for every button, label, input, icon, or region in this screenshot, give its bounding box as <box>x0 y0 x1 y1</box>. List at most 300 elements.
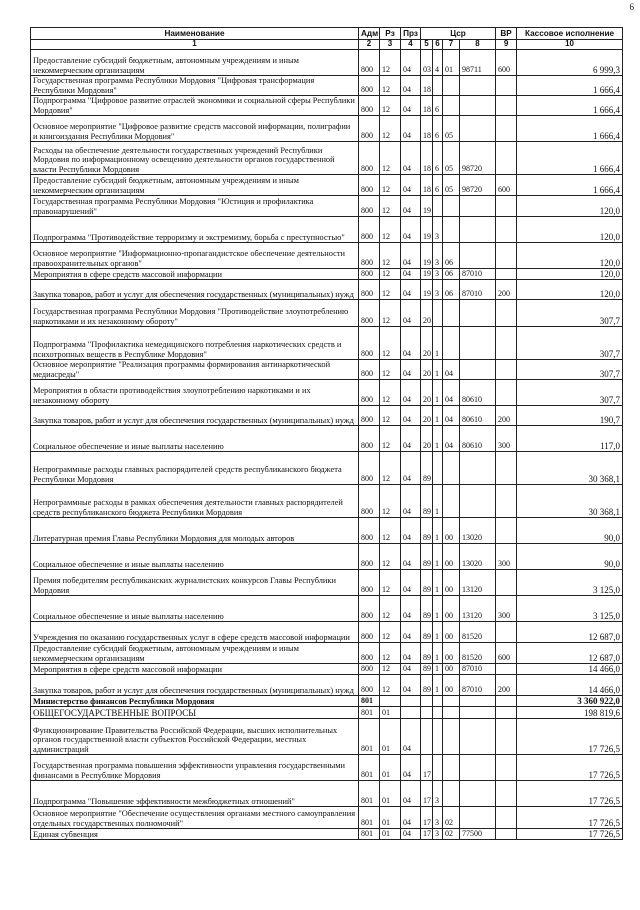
row-prz: 04 <box>401 50 421 76</box>
row-csr-direction: 98720 <box>460 142 496 175</box>
row-vr <box>496 707 517 719</box>
row-csr-event: 00 <box>443 518 460 544</box>
row-name: Социальное обеспечение и иные выплаты населению <box>31 544 359 570</box>
row-adm: 801 <box>359 707 380 719</box>
row-prz: 04 <box>401 327 421 360</box>
row-csr-subprogram: 6 <box>433 96 443 116</box>
row-rz: 12 <box>380 452 401 485</box>
row-adm: 800 <box>359 643 380 664</box>
row-vr <box>496 327 517 360</box>
col-number: 10 <box>517 40 623 50</box>
row-csr-program: 89 <box>421 643 433 664</box>
table-row <box>31 544 623 570</box>
row-adm: 800 <box>359 380 380 406</box>
row-vr <box>496 518 517 544</box>
row-amount: 190,7 <box>517 406 623 426</box>
col-number: 1 <box>31 40 359 50</box>
row-amount: 30 368,1 <box>517 452 623 485</box>
row-adm: 800 <box>359 116 380 142</box>
row-prz: 04 <box>401 643 421 664</box>
table-row <box>31 426 623 452</box>
row-vr <box>496 300 517 327</box>
row-csr-direction <box>460 116 496 142</box>
row-vr: 300 <box>496 426 517 452</box>
row-amount: 3 125,0 <box>517 596 623 622</box>
row-name: Основное мероприятие "Цифровое развитие средств массовой информации, полиграфии и книгоиздания Республики Мордовия" <box>31 116 359 142</box>
row-prz: 04 <box>401 781 421 807</box>
row-vr <box>496 76 517 96</box>
row-amount: 1 666,4 <box>517 76 623 96</box>
row-rz: 12 <box>380 664 401 675</box>
row-adm: 800 <box>359 570 380 596</box>
row-name: Государственная программа Республики Мордовия "Цифровая трансформация Республики Мордовия" <box>31 76 359 96</box>
table-row <box>31 570 623 596</box>
row-rz <box>380 696 401 707</box>
table-row <box>31 50 623 76</box>
row-name: Закупка товаров, работ и услуг для обеспечения государственных (муниципальных) нужд <box>31 406 359 426</box>
row-csr-event <box>443 707 460 719</box>
row-csr-subprogram: 1 <box>433 360 443 380</box>
row-csr-event <box>443 485 460 518</box>
row-prz: 04 <box>401 485 421 518</box>
row-name: Единая субвенция <box>31 829 359 840</box>
row-prz <box>401 696 421 707</box>
col-number: 2 <box>359 40 380 50</box>
row-rz: 12 <box>380 596 401 622</box>
row-csr-event: 01 <box>443 50 460 76</box>
row-adm: 800 <box>359 675 380 696</box>
row-csr-program: 89 <box>421 596 433 622</box>
row-amount: 307,7 <box>517 327 623 360</box>
row-csr-subprogram <box>433 719 443 755</box>
row-csr-program: 17 <box>421 807 433 829</box>
row-csr-event: 00 <box>443 622 460 643</box>
row-vr <box>496 781 517 807</box>
row-csr-subprogram: 1 <box>433 544 443 570</box>
row-prz: 04 <box>401 175 421 196</box>
row-csr-subprogram <box>433 707 443 719</box>
row-vr <box>496 829 517 840</box>
row-adm: 801 <box>359 696 380 707</box>
row-name: Непрограммные расходы главных распорядителей средств республиканского бюджета Республики Мордовия <box>31 452 359 485</box>
row-csr-program: 18 <box>421 142 433 175</box>
row-name: Основное мероприятие "Реализация программы формирования антинаркотической медиасреды" <box>31 360 359 380</box>
row-adm: 800 <box>359 196 380 217</box>
row-csr-direction: 98720 <box>460 175 496 196</box>
table-row <box>31 622 623 643</box>
column-number-row <box>31 40 623 50</box>
header-name: Наименование <box>31 28 359 40</box>
row-csr-direction <box>460 300 496 327</box>
row-rz: 12 <box>380 570 401 596</box>
row-csr-program: 20 <box>421 426 433 452</box>
row-prz: 04 <box>401 217 421 243</box>
row-vr <box>496 719 517 755</box>
row-csr-event <box>443 196 460 217</box>
row-prz: 04 <box>401 116 421 142</box>
row-csr-program: 20 <box>421 327 433 360</box>
row-name: Подпрограмма "Повышение эффективности межбюджетных отношений" <box>31 781 359 807</box>
row-vr <box>496 142 517 175</box>
row-rz: 12 <box>380 50 401 76</box>
row-adm: 800 <box>359 50 380 76</box>
row-adm: 800 <box>359 452 380 485</box>
row-name: Основное мероприятие "Обеспечение осуществления органами местного самоуправления отдельных государственных полномочий" <box>31 807 359 829</box>
row-amount: 307,7 <box>517 300 623 327</box>
table-row <box>31 406 623 426</box>
row-csr-program: 89 <box>421 544 433 570</box>
row-csr-subprogram: 1 <box>433 622 443 643</box>
table-row <box>31 175 623 196</box>
row-csr-subprogram: 6 <box>433 116 443 142</box>
header-rz: Рз <box>380 28 401 40</box>
row-csr-program: 89 <box>421 622 433 643</box>
row-csr-subprogram: 1 <box>433 485 443 518</box>
row-rz: 12 <box>380 243 401 269</box>
row-prz: 04 <box>401 829 421 840</box>
table-row <box>31 755 623 781</box>
row-adm: 800 <box>359 142 380 175</box>
row-csr-subprogram: 1 <box>433 380 443 406</box>
row-prz: 04 <box>401 380 421 406</box>
row-vr: 300 <box>496 544 517 570</box>
row-vr <box>496 217 517 243</box>
row-csr-direction: 77500 <box>460 829 496 840</box>
row-amount: 120,0 <box>517 196 623 217</box>
row-prz: 04 <box>401 807 421 829</box>
table-row <box>31 518 623 544</box>
row-rz: 01 <box>380 755 401 781</box>
row-csr-subprogram <box>433 755 443 781</box>
row-amount: 30 368,1 <box>517 485 623 518</box>
row-csr-program: 20 <box>421 380 433 406</box>
row-amount: 90,0 <box>517 518 623 544</box>
table-row <box>31 280 623 300</box>
header-amount: Кассовое исполнение <box>517 28 623 40</box>
row-name: Премия победителям республиканских журналистских конкурсов Главы Республики Мордовия <box>31 570 359 596</box>
row-adm: 800 <box>359 544 380 570</box>
row-rz: 12 <box>380 269 401 280</box>
row-rz: 12 <box>380 217 401 243</box>
row-csr-event <box>443 76 460 96</box>
row-amount: 120,0 <box>517 217 623 243</box>
row-csr-direction: 81520 <box>460 622 496 643</box>
row-csr-subprogram: 1 <box>433 596 443 622</box>
row-prz: 04 <box>401 570 421 596</box>
row-name: Закупка товаров, работ и услуг для обеспечения государственных (муниципальных) нужд <box>31 675 359 696</box>
row-vr <box>496 360 517 380</box>
row-csr-program: 17 <box>421 755 433 781</box>
row-amount: 198 819,6 <box>517 707 623 719</box>
row-csr-subprogram <box>433 452 443 485</box>
row-csr-event <box>443 217 460 243</box>
row-csr-subprogram: 3 <box>433 243 443 269</box>
row-csr-direction: 80610 <box>460 406 496 426</box>
row-rz: 12 <box>380 544 401 570</box>
row-vr <box>496 622 517 643</box>
row-name: Государственная программа Республики Мордовия "Противодействие злоупотреблению наркотиками и их незаконному обороту" <box>31 300 359 327</box>
row-name: Расходы на обеспечение деятельности государственных учреждений Республики Мордовия по информационному освещению деятельности органов государственной власти Республики Мордовия <box>31 142 359 175</box>
table-row <box>31 327 623 360</box>
row-csr-program: 17 <box>421 781 433 807</box>
row-vr: 600 <box>496 643 517 664</box>
header-csr: Цср <box>421 28 496 40</box>
row-csr-event <box>443 696 460 707</box>
table-row <box>31 269 623 280</box>
row-name: Министерство финансов Республики Мордовия <box>31 696 359 707</box>
row-csr-event <box>443 452 460 485</box>
row-csr-program <box>421 719 433 755</box>
row-csr-subprogram <box>433 300 443 327</box>
row-rz: 12 <box>380 426 401 452</box>
row-csr-event: 04 <box>443 426 460 452</box>
row-name: ОБЩЕГОСУДАРСТВЕННЫЕ ВОПРОСЫ <box>31 707 359 719</box>
table-row <box>31 300 623 327</box>
row-name: Основное мероприятие "Информационно-пропагандистское обеспечение деятельности правоохранительных органов" <box>31 243 359 269</box>
row-csr-event: 00 <box>443 675 460 696</box>
row-csr-subprogram: 3 <box>433 269 443 280</box>
row-csr-subprogram: 3 <box>433 781 443 807</box>
header-row <box>31 28 623 40</box>
row-csr-program: 19 <box>421 269 433 280</box>
table-row <box>31 96 623 116</box>
row-csr-event: 00 <box>443 570 460 596</box>
table-row <box>31 781 623 807</box>
row-rz: 12 <box>380 406 401 426</box>
table-row <box>31 116 623 142</box>
row-amount: 17 726,5 <box>517 807 623 829</box>
row-adm: 800 <box>359 518 380 544</box>
row-adm: 800 <box>359 426 380 452</box>
row-adm: 801 <box>359 829 380 840</box>
row-amount: 17 726,5 <box>517 829 623 840</box>
row-csr-event <box>443 781 460 807</box>
row-name: Закупка товаров, работ и услуг для обеспечения государственных (муниципальных) нужд <box>31 280 359 300</box>
row-csr-direction <box>460 707 496 719</box>
row-name: Социальное обеспечение и иные выплаты населению <box>31 596 359 622</box>
row-rz: 12 <box>380 300 401 327</box>
row-csr-subprogram <box>433 196 443 217</box>
col-number: 5 <box>421 40 433 50</box>
row-adm: 801 <box>359 719 380 755</box>
row-rz: 12 <box>380 518 401 544</box>
table-row <box>31 596 623 622</box>
row-prz: 04 <box>401 518 421 544</box>
row-vr <box>496 96 517 116</box>
row-csr-subprogram <box>433 76 443 96</box>
row-csr-direction: 13020 <box>460 544 496 570</box>
table-row <box>31 807 623 829</box>
row-csr-direction: 13120 <box>460 596 496 622</box>
row-csr-event: 05 <box>443 142 460 175</box>
row-rz: 01 <box>380 829 401 840</box>
row-rz: 12 <box>380 360 401 380</box>
row-vr: 200 <box>496 280 517 300</box>
row-name: Предоставление субсидий бюджетным, автономным учреждениям и иным некоммерческим организациям <box>31 643 359 664</box>
row-rz: 12 <box>380 280 401 300</box>
row-csr-subprogram: 3 <box>433 217 443 243</box>
row-csr-direction: 80610 <box>460 426 496 452</box>
row-csr-program <box>421 696 433 707</box>
row-amount: 3 125,0 <box>517 570 623 596</box>
row-name: Государственная программа Республики Мордовия "Юстиция и профилактика правонарушений" <box>31 196 359 217</box>
row-adm: 800 <box>359 76 380 96</box>
row-adm: 800 <box>359 406 380 426</box>
row-adm: 800 <box>359 269 380 280</box>
row-amount: 3 360 922,0 <box>517 696 623 707</box>
row-vr <box>496 664 517 675</box>
row-csr-subprogram: 1 <box>433 570 443 596</box>
row-prz: 04 <box>401 196 421 217</box>
row-csr-direction <box>460 327 496 360</box>
row-prz: 04 <box>401 280 421 300</box>
row-amount: 90,0 <box>517 544 623 570</box>
row-csr-direction: 98711 <box>460 50 496 76</box>
row-csr-event <box>443 96 460 116</box>
row-vr: 600 <box>496 175 517 196</box>
row-vr <box>496 755 517 781</box>
row-csr-subprogram: 1 <box>433 643 443 664</box>
row-adm: 801 <box>359 781 380 807</box>
row-vr <box>496 485 517 518</box>
row-rz: 12 <box>380 175 401 196</box>
table-row <box>31 217 623 243</box>
col-number: 7 <box>443 40 460 50</box>
row-csr-subprogram: 3 <box>433 807 443 829</box>
row-csr-subprogram: 3 <box>433 829 443 840</box>
row-csr-direction <box>460 696 496 707</box>
row-csr-program: 89 <box>421 664 433 675</box>
row-rz: 01 <box>380 707 401 719</box>
row-csr-event: 05 <box>443 175 460 196</box>
row-csr-program: 89 <box>421 570 433 596</box>
row-name: Функционирование Правительства Российской Федерации, высших исполнительных органов государственной власти субъектов Российской Федерации, местных администраций <box>31 719 359 755</box>
header-vr: ВР <box>496 28 517 40</box>
col-number: 4 <box>401 40 421 50</box>
row-prz: 04 <box>401 406 421 426</box>
row-amount: 17 726,5 <box>517 781 623 807</box>
row-csr-subprogram: 1 <box>433 675 443 696</box>
row-csr-direction: 80610 <box>460 380 496 406</box>
row-amount: 117,0 <box>517 426 623 452</box>
row-prz: 04 <box>401 544 421 570</box>
row-name: Учреждения по оказанию государственных услуг в сфере средств массовой информации <box>31 622 359 643</box>
row-csr-event: 06 <box>443 243 460 269</box>
row-csr-program: 89 <box>421 452 433 485</box>
row-csr-event: 02 <box>443 829 460 840</box>
row-rz: 12 <box>380 76 401 96</box>
row-csr-program <box>421 707 433 719</box>
row-amount: 6 999,3 <box>517 50 623 76</box>
row-adm: 800 <box>359 664 380 675</box>
row-rz: 12 <box>380 380 401 406</box>
row-csr-event <box>443 719 460 755</box>
row-csr-direction: 13020 <box>460 518 496 544</box>
row-vr <box>496 269 517 280</box>
row-csr-event: 02 <box>443 807 460 829</box>
header-prz: Прз <box>401 28 421 40</box>
row-adm: 800 <box>359 485 380 518</box>
page-number: 6 <box>629 2 634 12</box>
row-prz: 04 <box>401 452 421 485</box>
row-rz: 12 <box>380 485 401 518</box>
table-row <box>31 76 623 96</box>
row-prz: 04 <box>401 675 421 696</box>
row-vr: 600 <box>496 50 517 76</box>
row-adm: 800 <box>359 96 380 116</box>
row-rz: 12 <box>380 622 401 643</box>
row-csr-program: 17 <box>421 829 433 840</box>
row-csr-event <box>443 327 460 360</box>
row-csr-program: 18 <box>421 116 433 142</box>
row-csr-subprogram: 3 <box>433 280 443 300</box>
col-number: 8 <box>460 40 496 50</box>
row-vr <box>496 116 517 142</box>
row-adm: 800 <box>359 280 380 300</box>
row-csr-direction: 87010 <box>460 280 496 300</box>
row-name: Мероприятия в сфере средств массовой информации <box>31 269 359 280</box>
row-prz: 04 <box>401 360 421 380</box>
row-amount: 120,0 <box>517 269 623 280</box>
row-adm: 800 <box>359 327 380 360</box>
row-vr <box>496 696 517 707</box>
row-csr-subprogram: 1 <box>433 327 443 360</box>
row-name: Подпрограмма "Противодействие терроризму и экстремизму, борьба с преступностью" <box>31 217 359 243</box>
row-csr-event <box>443 755 460 781</box>
row-csr-program: 03 <box>421 50 433 76</box>
row-csr-event: 00 <box>443 643 460 664</box>
row-rz: 12 <box>380 643 401 664</box>
row-csr-subprogram <box>433 696 443 707</box>
table-row <box>31 360 623 380</box>
row-amount: 12 687,0 <box>517 622 623 643</box>
row-name: Мероприятия в сфере средств массовой информации <box>31 664 359 675</box>
row-rz: 01 <box>380 807 401 829</box>
row-csr-program: 19 <box>421 196 433 217</box>
row-csr-direction: 87010 <box>460 269 496 280</box>
row-csr-direction <box>460 243 496 269</box>
table-row <box>31 452 623 485</box>
row-csr-direction <box>460 719 496 755</box>
table-row <box>31 675 623 696</box>
row-prz: 04 <box>401 76 421 96</box>
row-rz: 12 <box>380 327 401 360</box>
table-row <box>31 485 623 518</box>
row-rz: 12 <box>380 675 401 696</box>
row-prz: 04 <box>401 426 421 452</box>
table-row <box>31 142 623 175</box>
row-adm: 800 <box>359 217 380 243</box>
budget-execution-table <box>30 27 623 840</box>
row-csr-subprogram: 1 <box>433 426 443 452</box>
row-vr <box>496 452 517 485</box>
row-csr-direction: 87010 <box>460 675 496 696</box>
row-vr: 200 <box>496 406 517 426</box>
row-name: Литературная премия Главы Республики Мордовия для молодых авторов <box>31 518 359 544</box>
row-adm: 800 <box>359 300 380 327</box>
row-amount: 17 726,5 <box>517 755 623 781</box>
row-csr-direction <box>460 96 496 116</box>
row-adm: 800 <box>359 596 380 622</box>
row-vr <box>496 570 517 596</box>
row-csr-direction <box>460 807 496 829</box>
row-name: Подпрограмма "Профилактика немедицинского потребления наркотических средств и психотропных веществ в Республике Мордовия" <box>31 327 359 360</box>
row-vr <box>496 807 517 829</box>
row-csr-program: 89 <box>421 518 433 544</box>
row-rz: 01 <box>380 781 401 807</box>
row-csr-event <box>443 300 460 327</box>
table-row <box>31 707 623 719</box>
